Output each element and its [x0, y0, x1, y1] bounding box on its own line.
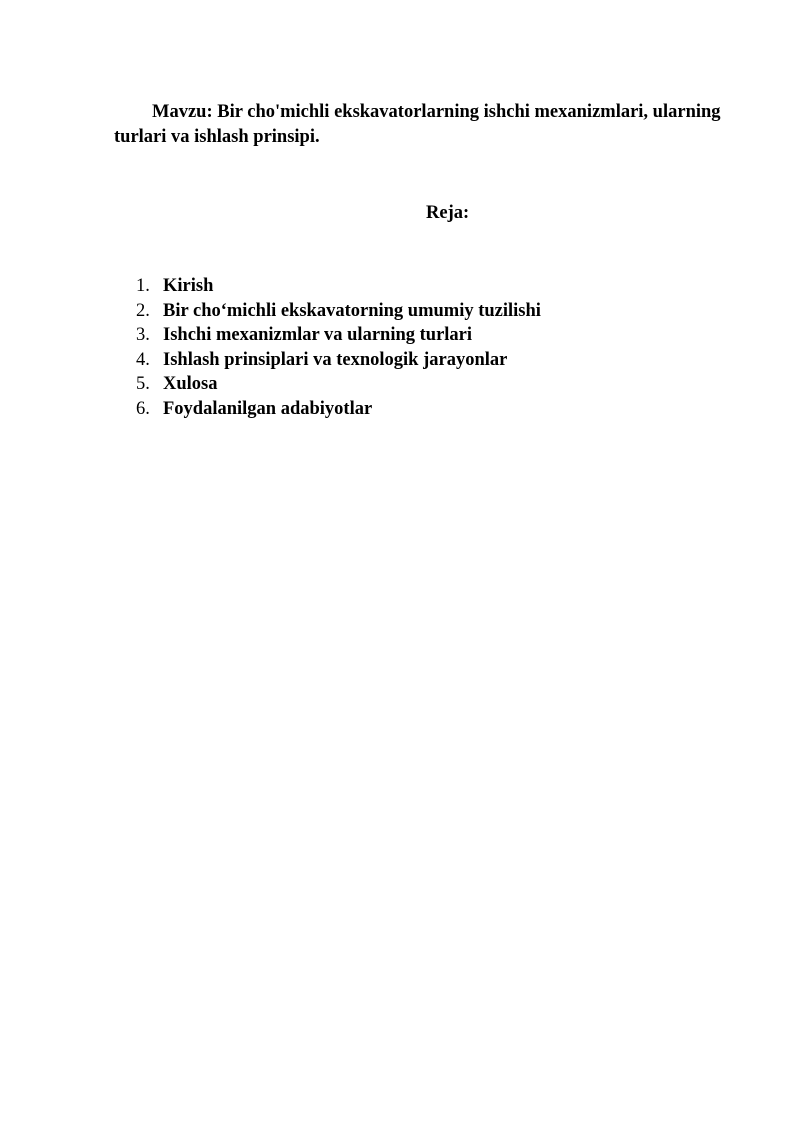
list-item	[136, 372, 541, 397]
list-item-number: 5.	[136, 374, 150, 395]
list-item	[136, 323, 541, 348]
topic-title: Mavzu: Bir cho'michli ekskavatorlarning ishchi mexanizmlari, ularning turlari va ishlash prinsipi.	[114, 102, 721, 147]
list-item	[136, 274, 541, 299]
list-item	[136, 299, 541, 324]
list-item	[136, 348, 541, 373]
list-item	[136, 397, 541, 422]
list-item-text: Foydalanilgan adabiyotlar	[163, 398, 373, 419]
list-item-number: 1.	[136, 276, 150, 296]
list-item-text: Bir cho‘michli ekskavatorning umumiy tuzilishi	[163, 300, 541, 321]
list-item-number: 2.	[136, 300, 150, 321]
list-item-number: 6.	[136, 398, 150, 419]
list-item-text: Ishchi mexanizmlar va ularning turlari	[163, 325, 473, 346]
list-item-number: 4.	[136, 349, 150, 370]
plan-list	[136, 274, 541, 422]
list-item-text: Kirish	[163, 276, 214, 296]
plan-heading: Reja:	[426, 203, 470, 223]
list-item-number: 3.	[136, 325, 150, 346]
list-item-text: Ishlash prinsiplari va texnologik jarayonlar	[163, 349, 508, 370]
list-item-text: Xulosa	[163, 374, 218, 395]
